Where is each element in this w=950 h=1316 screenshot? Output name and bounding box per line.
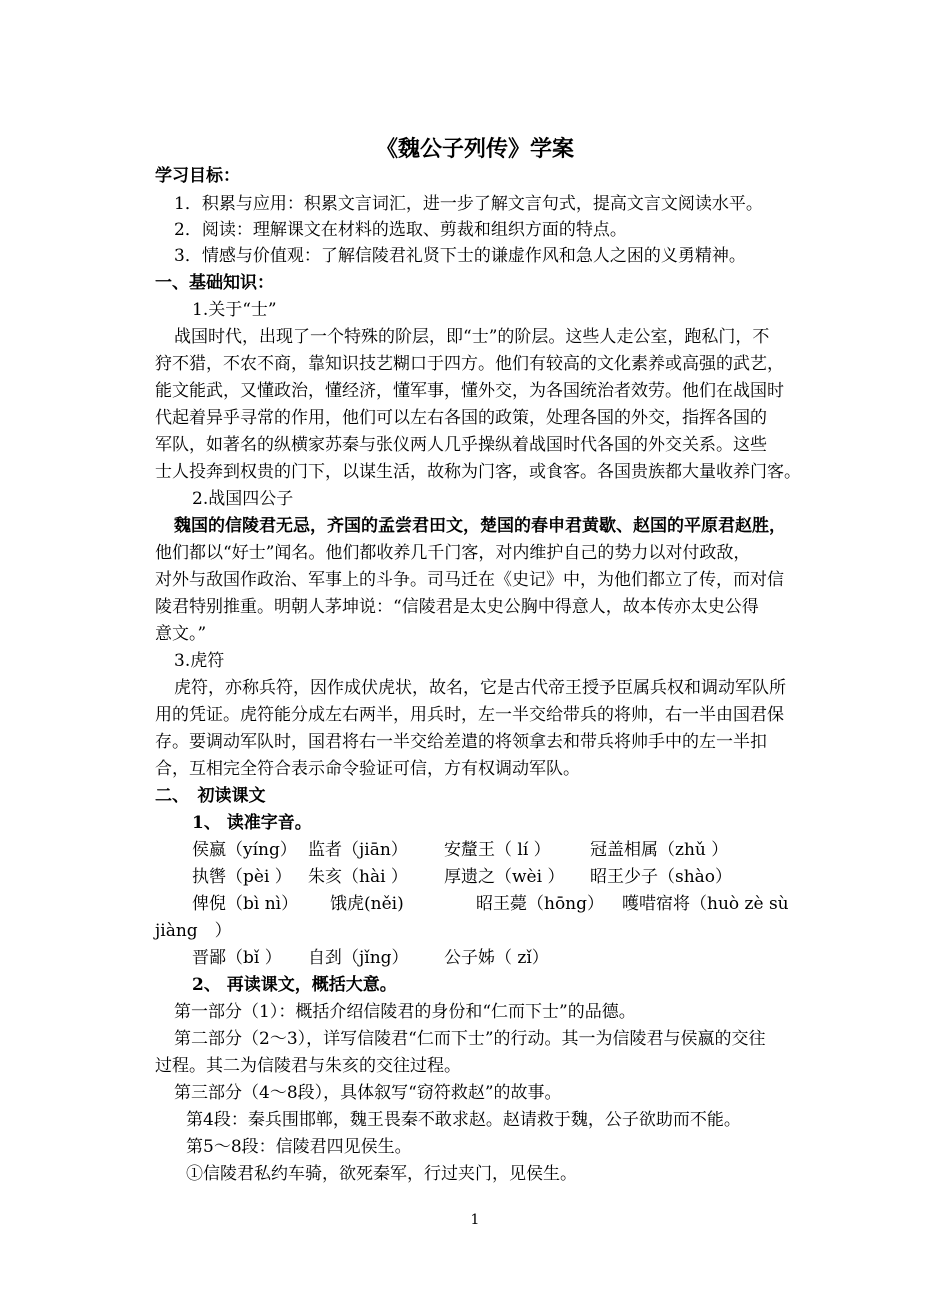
- summary-line-4: 第三部分（4～8段），具体叙写“窃符救赵”的故事。: [174, 1083, 562, 1103]
- sgz-line-1: 他们都以“好士”闻名。他们都收养几千门客，对内维护自己的势力以对付政敌，: [155, 543, 751, 563]
- sgz-line-4: 意文。”: [155, 624, 207, 644]
- pinyin-row-5-item-2: 自刭（jǐng）: [308, 948, 409, 968]
- pinyin-row-3-item-2: 饿虎(něi): [330, 894, 404, 914]
- shi-line-6: 士人投奔到权贵的门下，以谋生活，故称为门客，或食客。各国贵族都大量收养门客。: [155, 462, 801, 482]
- sgz-bold-line: 魏国的信陵君无忌，齐国的孟尝君田文，楚国的春申君黄歇、赵国的平原君赵胜，: [174, 516, 786, 536]
- pinyin-row-2-item-1: 执辔（pèi ）: [192, 867, 292, 887]
- summary-line-1: 第一部分（1）：概括介绍信陵君的身份和“仁而下士”的品德。: [174, 1002, 636, 1022]
- pinyin-row-3-item-4: 嚄唶宿将（huò zè sù: [622, 894, 789, 914]
- shi-heading: 1.关于“士”: [192, 300, 277, 320]
- section2-heading: 二、 初读课文: [155, 786, 266, 806]
- page-number: 1: [470, 1212, 480, 1228]
- hufu-line-2: 用的凭证。虎符能分成左右两半，用兵时，左一半交给带兵的将帅，右一半由国君保: [155, 705, 784, 725]
- sgz-line-3: 陵君特别推重。明朝人茅坤说：“信陵君是太史公胸中得意人，故本传亦太史公得: [155, 597, 759, 617]
- pinyin-row-3-item-3: 昭王薨（hōng）: [476, 894, 605, 914]
- document-title: 《魏公子列传》学案: [375, 136, 574, 162]
- summary-line-2: 第二部分（2～3），详写信陵君“仁而下士”的行动。其一为信陵君与侯嬴的交往: [174, 1029, 766, 1049]
- pinyin-row-2-item-3: 厚遗之（wèi ）: [444, 867, 565, 887]
- shi-line-1: 战国时代，出现了一个特殊的阶层，即“士”的阶层。这些人走公室，跑私门，不: [174, 327, 770, 347]
- summary-line-7: ①信陵君私约车骑，欲死秦军，行过夹门，见侯生。: [186, 1164, 577, 1184]
- pinyin-row-4-item-1: jiàng ）: [155, 921, 232, 941]
- sgz-heading: 2.战国四公子: [192, 489, 294, 509]
- hufu-line-1: 虎符，亦称兵符，因作成伏虎状，故名，它是古代帝王授予臣属兵权和调动军队所: [174, 678, 786, 698]
- goal-item-3: 3．情感与价值观：了解信陵君礼贤下士的谦虚作风和急人之困的义勇精神。: [174, 246, 746, 266]
- shi-line-2: 狩不猎，不农不商，靠知识技艺糊口于四方。他们有较高的文化素养或高强的武艺，: [155, 354, 784, 374]
- goal-item-1: 1．积累与应用：积累文言词汇，进一步了解文言句式，提高文言文阅读水平。: [174, 194, 763, 214]
- pinyin-row-1-item-4: 冠盖相属（zhǔ ）: [590, 840, 729, 860]
- read-heading: 1、 读准字音。: [192, 813, 312, 833]
- goal-item-2: 2．阅读：理解课文在材料的选取、剪裁和组织方面的特点。: [174, 220, 627, 240]
- pinyin-row-5-item-3: 公子姊（ zǐ）: [444, 948, 549, 968]
- sgz-line-2: 对外与敌国作政治、军事上的斗争。司马迁在《史记》中，为他们都立了传，而对信: [155, 570, 784, 590]
- pinyin-row-1-item-2: 监者（jiān）: [308, 840, 408, 860]
- shi-line-5: 军队，如著名的纵横家苏秦与张仪两人几乎操纵着战国时代各国的外交关系。这些: [155, 435, 767, 455]
- pinyin-row-1-item-3: 安釐王（ lí ）: [444, 840, 551, 860]
- pinyin-row-1-item-1: 侯嬴（yíng）: [192, 840, 297, 860]
- section1-heading: 一、基础知识：: [155, 273, 274, 293]
- pinyin-row-5-item-1: 晋鄙（bǐ ）: [192, 948, 282, 968]
- pinyin-row-2-item-2: 朱亥（hài ）: [308, 867, 408, 887]
- hufu-line-3: 存。要调动军队时，国君将右一半交给差遣的将领拿去和带兵将帅手中的左一半扣: [155, 732, 767, 752]
- summary-line-5: 第4段：秦兵围邯郸，魏王畏秦不敢求赵。赵请救于魏，公子欲助而不能。: [186, 1110, 741, 1130]
- shi-line-3: 能文能武，又懂政治，懂经济，懂军事，懂外交，为各国统治者效劳。他们在战国时: [155, 381, 784, 401]
- hufu-heading: 3.虎符: [174, 651, 225, 671]
- hufu-line-4: 合，互相完全符合表示命令验证可信，方有权调动军队。: [155, 759, 580, 779]
- shi-line-4: 代起着异乎寻常的作用，他们可以左右各国的政策，处理各国的外交，指挥各国的: [155, 408, 767, 428]
- summary-heading: 2、 再读课文，概括大意。: [192, 975, 397, 995]
- goals-heading: 学习目标：: [155, 166, 240, 186]
- pinyin-row-3-item-1: 俾倪（bì nì）: [192, 894, 299, 914]
- pinyin-row-2-item-4: 昭王少子（shào）: [590, 867, 733, 887]
- summary-line-3: 过程。其二为信陵君与朱亥的交往过程。: [155, 1056, 461, 1076]
- summary-line-6: 第5～8段：信陵君四见侯生。: [186, 1137, 412, 1157]
